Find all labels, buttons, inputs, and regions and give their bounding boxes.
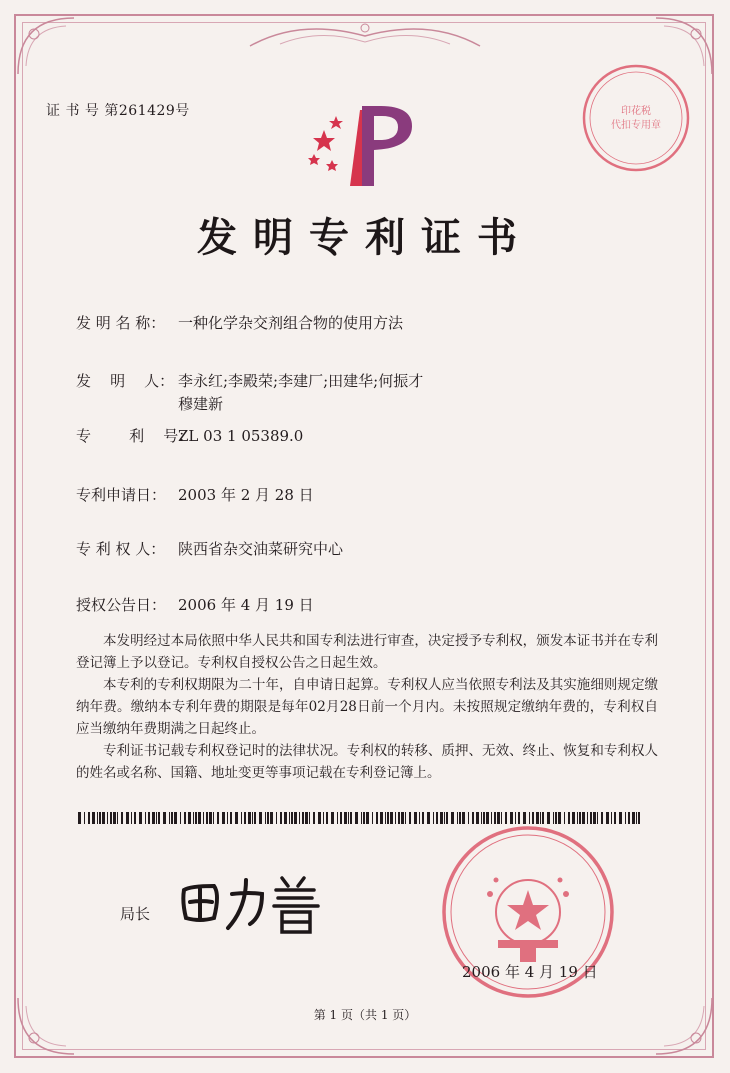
barcode-bar — [518, 812, 520, 824]
barcode-bar — [457, 812, 458, 824]
barcode-bar — [313, 812, 315, 824]
barcode-bar — [601, 812, 603, 824]
barcode-bar — [529, 812, 530, 824]
barcode-bar — [380, 812, 383, 824]
body-paragraph-1: 本发明经过本局依照中华人民共和国专利法进行审查，决定授予专利权，颁发本证书并在专利登记簿上予以登记。专利权自授权公告之日起生效。 — [76, 633, 658, 671]
barcode-bar — [209, 812, 212, 824]
barcode-bar — [206, 812, 208, 824]
barcode-bar — [139, 812, 142, 824]
barcode-bar — [188, 812, 191, 824]
barcode-bar — [614, 812, 616, 824]
patentee-label: 专 利 权 人： — [76, 540, 166, 558]
barcode-bar — [280, 812, 282, 824]
barcode-bar — [291, 812, 293, 824]
barcode-bar — [625, 812, 626, 824]
barcode-bar — [486, 812, 489, 824]
barcode-bar — [433, 812, 434, 824]
grant-date: 2006 年 4 月 19 日 — [462, 963, 598, 981]
barcode-bar — [385, 812, 386, 824]
barcode-bar — [217, 812, 219, 824]
corner-ornament-bottom-left — [14, 988, 84, 1058]
barcode-bar — [444, 812, 445, 824]
barcode-bar — [302, 812, 304, 824]
barcode-bar — [472, 812, 474, 824]
barcode-bar — [593, 812, 596, 824]
page-number: 第 1 页（共 1 页） — [313, 1008, 417, 1022]
barcode-bar — [227, 812, 228, 824]
barcode-bar — [184, 812, 186, 824]
barcode-bar — [462, 812, 465, 824]
barcode-bar — [579, 812, 581, 824]
barcode-bar — [84, 812, 85, 824]
barcode-bar — [427, 812, 430, 824]
barcode-bar — [195, 812, 197, 824]
barcode-bar — [632, 812, 635, 824]
barcode-bar — [174, 812, 177, 824]
barcode-bar — [323, 812, 324, 824]
barcode-bar — [387, 812, 389, 824]
patent-number-label: 专 利 号： — [76, 427, 194, 445]
barcode-bar — [553, 812, 554, 824]
body-paragraph-3: 专利证书记载专利权登记时的法律状况。专利权的转移、质押、无效、终止、恢复和专利权人的姓名或名称、国籍、地址变更等事项记载在专利登记簿上。 — [76, 743, 658, 781]
barcode-bar — [451, 812, 454, 824]
barcode-bar — [422, 812, 424, 824]
barcode-bar — [398, 812, 400, 824]
barcode-bar — [436, 812, 438, 824]
barcode-bar — [198, 812, 201, 824]
barcode-bar — [348, 812, 349, 824]
barcode-bar — [606, 812, 609, 824]
barcode-bar — [121, 812, 123, 824]
certificate-title: 发明专利证书 — [197, 214, 533, 261]
barcode-bar — [409, 812, 411, 824]
barcode-bar — [350, 812, 352, 824]
corner-ornament-top-left — [14, 14, 84, 84]
barcode-bar — [361, 812, 362, 824]
barcode-bar — [355, 812, 358, 824]
barcode-bar — [318, 812, 321, 824]
barcode-bar — [619, 812, 622, 824]
barcode-bar — [366, 812, 369, 824]
director-signature — [170, 868, 330, 938]
barcode-bar — [540, 812, 541, 824]
barcode-bar — [446, 812, 448, 824]
barcode-bar — [376, 812, 378, 824]
barcode-bar — [284, 812, 287, 824]
barcode-bar — [501, 812, 502, 824]
barcode-bar — [440, 812, 443, 824]
patentee-value: 陕西省杂交油菜研究中心 — [178, 540, 344, 558]
barcode-bar — [145, 812, 146, 824]
barcode-bar — [363, 812, 365, 824]
grant-announce-value: 2006 年 4 月 19 日 — [178, 596, 314, 614]
barcode-bar — [213, 812, 214, 824]
barcode-bar — [331, 812, 334, 824]
barcode-bar — [419, 812, 420, 824]
barcode-bar — [515, 812, 516, 824]
barcode-bar — [276, 812, 277, 824]
inventors-value-line2: 穆建新 — [178, 395, 224, 413]
barcode-bar — [131, 812, 132, 824]
inventors-value-line1: 李永红;李殿荣;李建厂;田建华;何振才 — [178, 372, 424, 390]
barcode-bar — [582, 812, 585, 824]
barcode-bar — [294, 812, 297, 824]
filing-date-value: 2003 年 2 月 28 日 — [178, 486, 314, 504]
barcode-bar — [638, 812, 640, 824]
barcode-bar — [405, 812, 406, 824]
barcode-bar — [547, 812, 550, 824]
barcode-bar — [636, 812, 637, 824]
barcode-bar — [564, 812, 565, 824]
barcode-bar — [241, 812, 242, 824]
barcode-bar — [414, 812, 417, 824]
barcode-bar — [92, 812, 95, 824]
barcode-bar — [267, 812, 269, 824]
grant-announce-label: 授权公告日： — [76, 596, 167, 614]
barcode-bar — [611, 812, 612, 824]
barcode-bar — [510, 812, 513, 824]
barcode-bar — [395, 812, 396, 824]
barcode-bar — [148, 812, 150, 824]
barcode-bar — [628, 812, 630, 824]
barcode-bar — [248, 812, 251, 824]
director-label: 局长 — [120, 905, 151, 923]
barcode-bar — [497, 812, 500, 824]
barcode-bar — [344, 812, 347, 824]
barcode-bar — [156, 812, 157, 824]
corner-ornament-bottom-right — [646, 988, 716, 1058]
barcode-bar — [102, 812, 105, 824]
filing-date-label: 专利申请日： — [76, 486, 167, 504]
certificate-number: 证 书 号 第261429号 — [46, 103, 190, 119]
barcode-bar — [235, 812, 238, 824]
barcode-bar — [152, 812, 155, 824]
barcode-bar — [572, 812, 575, 824]
barcode-bar — [309, 812, 310, 824]
barcode-bar — [230, 812, 232, 824]
barcode-bar — [78, 812, 81, 824]
barcode-bar — [203, 812, 204, 824]
barcode-bar — [468, 812, 469, 824]
svg-text:印花税: 印花税 — [621, 106, 651, 117]
barcode-bar — [340, 812, 342, 824]
filing-date-row — [76, 484, 314, 505]
inventors-row — [76, 370, 423, 414]
patent-office-logo — [300, 100, 430, 190]
barcode-bar — [265, 812, 266, 824]
barcode-bar — [305, 812, 308, 824]
barcode-bar — [97, 812, 98, 824]
barcode-bar — [491, 812, 492, 824]
barcode-bar — [254, 812, 256, 824]
barcode-bar — [337, 812, 338, 824]
barcode-bar — [587, 812, 588, 824]
barcode-bar — [117, 812, 118, 824]
barcode-bar — [597, 812, 598, 824]
barcode-bar — [244, 812, 246, 824]
patent-number-value: ZL 03 1 05389.0 — [178, 427, 304, 445]
tax-stamp — [580, 62, 692, 174]
barcode — [78, 812, 642, 824]
barcode-bar — [577, 812, 578, 824]
patentee-row — [76, 538, 343, 559]
barcode-bar — [558, 812, 561, 824]
certificate-body — [76, 630, 658, 784]
barcode-bar — [259, 812, 262, 824]
invention-name-value: 一种化学杂交剂组合物的使用方法 — [178, 314, 404, 332]
barcode-bar — [401, 812, 404, 824]
barcode-bar — [299, 812, 300, 824]
barcode-bar — [193, 812, 194, 824]
barcode-bar — [459, 812, 461, 824]
barcode-bar — [326, 812, 328, 824]
invention-name-label: 发 明 名 称： — [76, 314, 166, 332]
barcode-bar — [180, 812, 181, 824]
inventors-label: 发 明 人： — [76, 372, 175, 390]
patent-number-row — [76, 425, 303, 446]
barcode-bar — [372, 812, 373, 824]
barcode-bar — [126, 812, 129, 824]
barcode-bar — [169, 812, 170, 824]
barcode-bar — [163, 812, 166, 824]
grant-announce-row — [76, 594, 314, 615]
barcode-bar — [505, 812, 507, 824]
barcode-bar — [476, 812, 479, 824]
barcode-bar — [113, 812, 116, 824]
body-paragraph-2: 本专利的专利权期限为二十年，自申请日起算。专利权人应当依照专利法及其实施细则规定缴纳年费。缴纳本专利年费的期限是每年02月28日前一个月内。未按照规定缴纳年费的，专利权自应当缴纳年费期满之日起终止。 — [76, 677, 658, 737]
barcode-bar — [158, 812, 160, 824]
top-ornament — [240, 16, 490, 50]
barcode-bar — [532, 812, 534, 824]
barcode-bar — [99, 812, 101, 824]
barcode-bar — [568, 812, 570, 824]
barcode-bar — [494, 812, 496, 824]
barcode-bar — [523, 812, 526, 824]
barcode-bar — [134, 812, 136, 824]
barcode-bar — [110, 812, 112, 824]
barcode-bar — [171, 812, 173, 824]
barcode-bar — [222, 812, 225, 824]
barcode-bar — [289, 812, 290, 824]
invention-name-row — [76, 312, 403, 333]
barcode-bar — [481, 812, 482, 824]
barcode-bar — [107, 812, 108, 824]
svg-text:代扣专用章: 代扣专用章 — [611, 120, 661, 131]
barcode-bar — [390, 812, 393, 824]
barcode-bar — [483, 812, 485, 824]
barcode-bar — [252, 812, 253, 824]
barcode-bar — [555, 812, 557, 824]
barcode-bar — [536, 812, 539, 824]
barcode-bar — [88, 812, 90, 824]
barcode-bar — [270, 812, 273, 824]
barcode-bar — [590, 812, 592, 824]
barcode-bar — [542, 812, 544, 824]
